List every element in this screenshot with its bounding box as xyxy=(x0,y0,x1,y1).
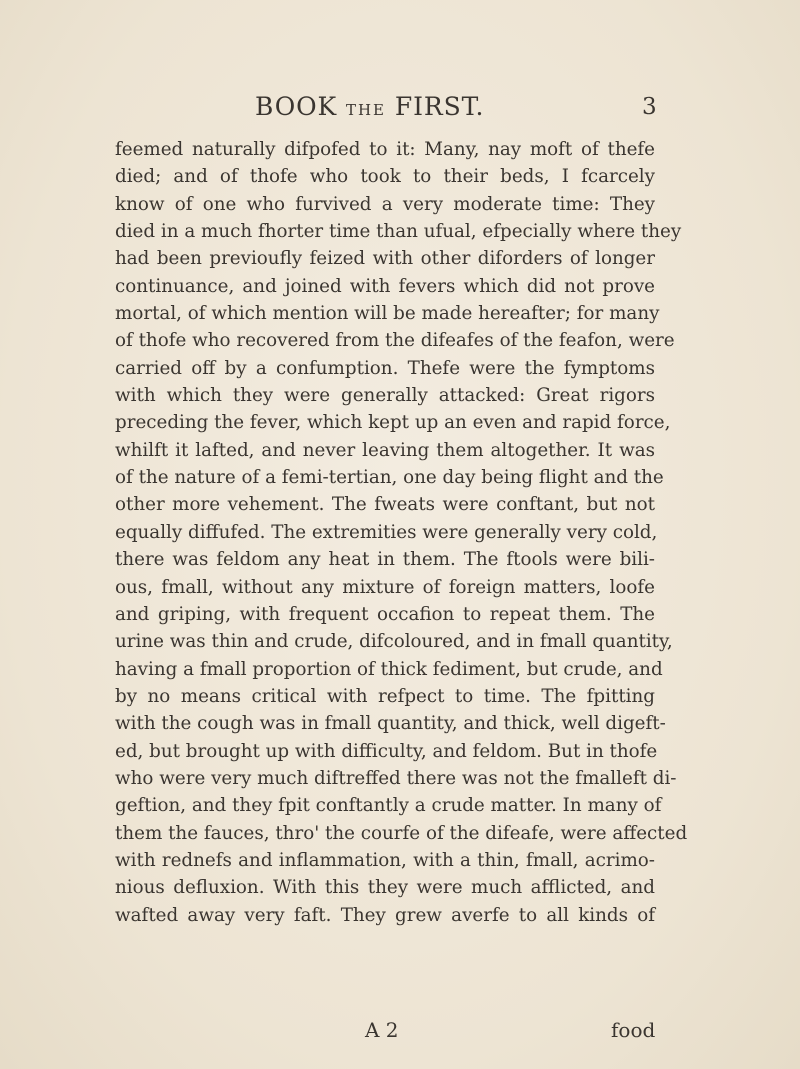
running-head-first: FIRST. xyxy=(394,92,485,121)
text-line: by no means critical with refpect to time. The fpitting xyxy=(115,685,655,707)
text-line: with rednefs and inflammation, with a thin, fmall, acrimo- xyxy=(115,849,655,871)
body-text xyxy=(115,136,688,929)
text-line: ed, but brought up with difficulty, and feldom. But in thofe xyxy=(115,740,658,762)
text-line: continuance, and joined with fevers which did not prove xyxy=(115,275,655,297)
text-line: equally diffufed. The extremities were generally very cold, xyxy=(115,521,658,543)
text-line: other more vehement. The fweats were conftant, but not xyxy=(115,494,655,516)
text-line: had been previoufly feized with other diforders of longer xyxy=(115,248,655,270)
text-line: them the fauces, thro' the courfe of the difeafe, were affected xyxy=(115,822,688,844)
text-line: feemed naturally difpofed to it: Many, nay moft of thefe xyxy=(115,139,655,160)
text-line: there was feldom any heat in them. The ftools were bili- xyxy=(115,549,655,571)
text-line: with which they were generally attacked: Great rigors xyxy=(115,385,655,407)
text-line: with the cough was in fmall quantity, and thick, well digeft- xyxy=(115,713,666,735)
page-footer xyxy=(0,1018,800,1048)
text-line: whilft it lafted, and never leaving them altogether. It was xyxy=(115,439,655,461)
page-number: 3 xyxy=(642,94,657,120)
running-head-book: BOOK xyxy=(255,92,338,121)
running-head-the: THE xyxy=(345,101,387,119)
text-line: who were very much diftreffed there was not the fmalleft di- xyxy=(115,767,677,789)
text-line: having a fmall proportion of thick fediment, but crude, and xyxy=(115,658,663,680)
text-line: know of one who furvived a very moderate time: They xyxy=(115,193,655,215)
text-line: ous, fmall, without any mixture of foreign matters, loofe xyxy=(115,576,655,598)
text-line: mortal, of which mention will be made hereafter; for many xyxy=(115,303,660,325)
text-line: wafted away very faft. They grew averfe to all kinds of xyxy=(115,904,655,926)
text-line: geftion, and they fpit conftantly a crude matter. In many of xyxy=(115,795,662,817)
text-line: carried off by a confumption. Thefe were the fymptoms xyxy=(115,357,655,379)
text-line: nious defluxion. With this they were much afflicted, and xyxy=(115,877,655,899)
catchword: food xyxy=(611,1018,656,1042)
text-line: preceding the fever, which kept up an even and rapid force, xyxy=(115,412,671,434)
text-line: died in a much fhorter time than ufual, efpecially where they xyxy=(115,221,682,243)
text-line: of thofe who recovered from the difeafes of the feafon, were xyxy=(115,330,675,352)
text-line: and griping, with frequent occafion to repeat them. The xyxy=(115,603,655,625)
text-line: died; and of thofe who took to their beds, I fcarcely xyxy=(115,166,655,188)
text-line: urine was thin and crude, difcoloured, and in fmall quantity, xyxy=(115,631,673,653)
text-line: of the nature of a femi-tertian, one day being flight and the xyxy=(115,467,664,489)
running-head xyxy=(255,92,484,121)
signature-mark: A 2 xyxy=(365,1018,399,1042)
page-header xyxy=(0,92,800,132)
